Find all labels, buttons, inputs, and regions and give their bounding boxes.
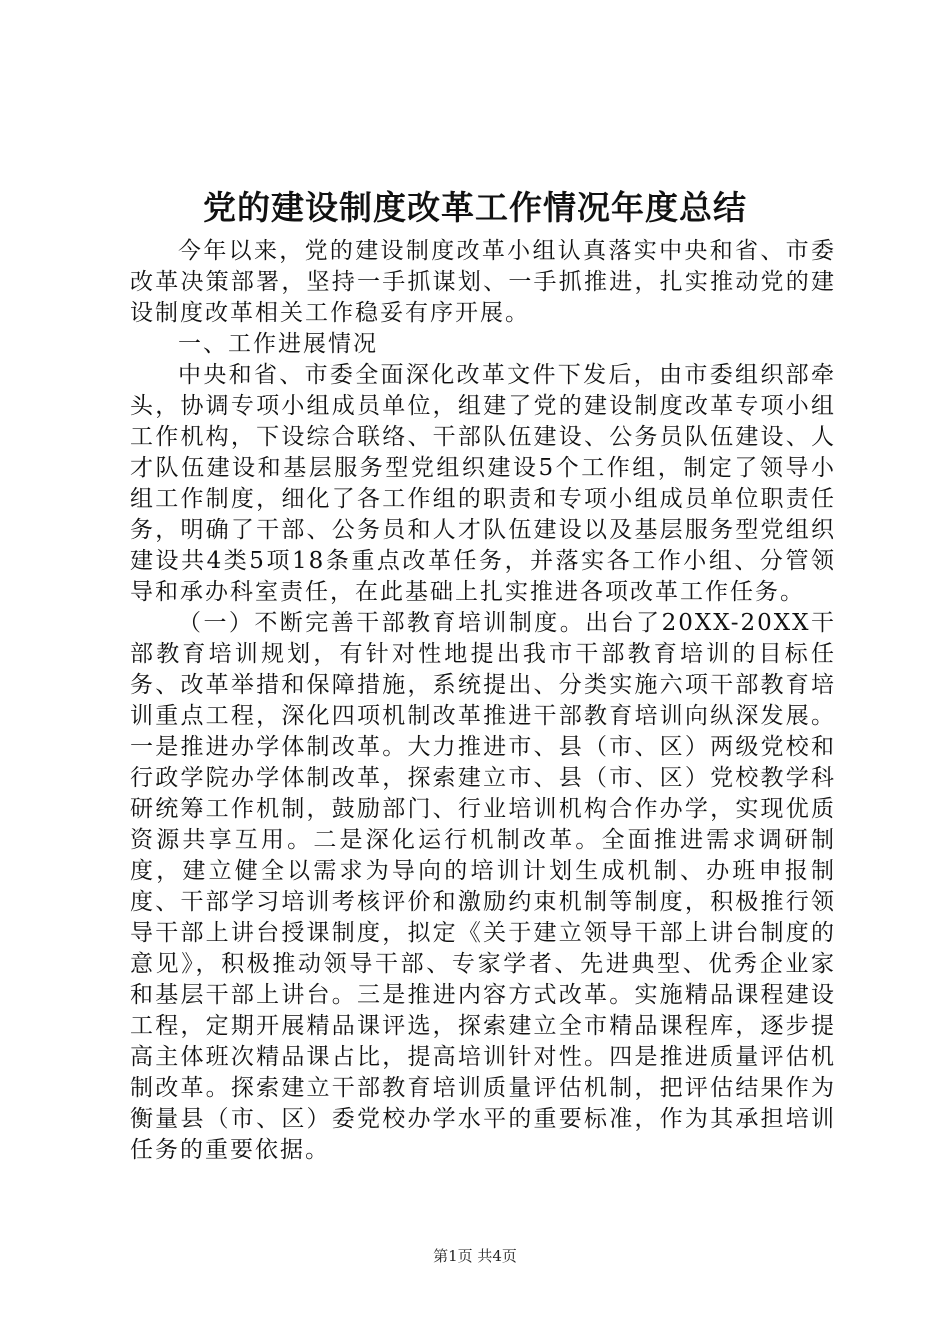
document-title: 党的建设制度改革工作情况年度总结 [203,188,747,227]
section-heading: 一、工作进展情况 [178,331,378,357]
document-body [130,236,836,1166]
intro-paragraph: 今年以来，党的建设制度改革小组认真落实中央和省、市委改革决策部署，坚持一手抓谋划、一手抓推进，扎实推动党的建设制度改革相关工作稳妥有序开展。 [130,238,836,326]
page-footer: 第1页 共4页 [433,1247,517,1265]
progress-paragraph: 中央和省、市委全面深化改革文件下发后，由市委组织部牵头，协调专项小组成员单位，组建了党的建设制度改革专项小组工作机构，下设综合联络、干部队伍建设、公务员队伍建设、人才队伍建设和基层服务型党组织建设5个工作组，制定了领导小组工作制度，细化了各工作组的职责和专项小组成员单位职责任务，明确了干部、公务员和人才队伍建设以及基层服务型党组织建设共4类5项18条重点改革任务，并落实各工作小组、分管领导和承办科室责任，在此基础上扎实推进各项改革工作任务。 [130,362,836,605]
training-paragraph: （一）不断完善干部教育培训制度。出台了20XX-20XX干部教育培训规划，有针对性地提出我市干部教育培训的目标任务、改革举措和保障措施，系统提出、分类实施六项干部教育培训重点工程，深化四项机制改革推进干部教育培训向纵深发展。一是推进办学体制改革。大力推进市、县（市、区）两级党校和行政学院办学体制改革，探索建立市、县（市、区）党校教学科研统筹工作机制，鼓励部门、行业培训机构合作办学，实现优质资源共享互用。二是深化运行机制改革。全面推进需求调研制度，建立健全以需求为导向的培训计划生成机制、办班申报制度、干部学习培训考核评价和激励约束机制等制度，积极推行领导干部上讲台授课制度，拟定《关于建立领导干部上讲台制度的意见》，积极推动领导干部、专家学者、先进典型、优秀企业家和基层干部上讲台。三是推进内容方式改革。实施精品课程建设工程，定期开展精品课评选，探索建立全市精品课程库，逐步提高主体班次精品课占比，提高培训针对性。四是推进质量评估机制改革。探索建立干部教育培训质量评估机制，把评估结果作为衡量县（市、区）委党校办学水平的重要标准，作为其承担培训任务的重要依据。 [130,610,836,1163]
